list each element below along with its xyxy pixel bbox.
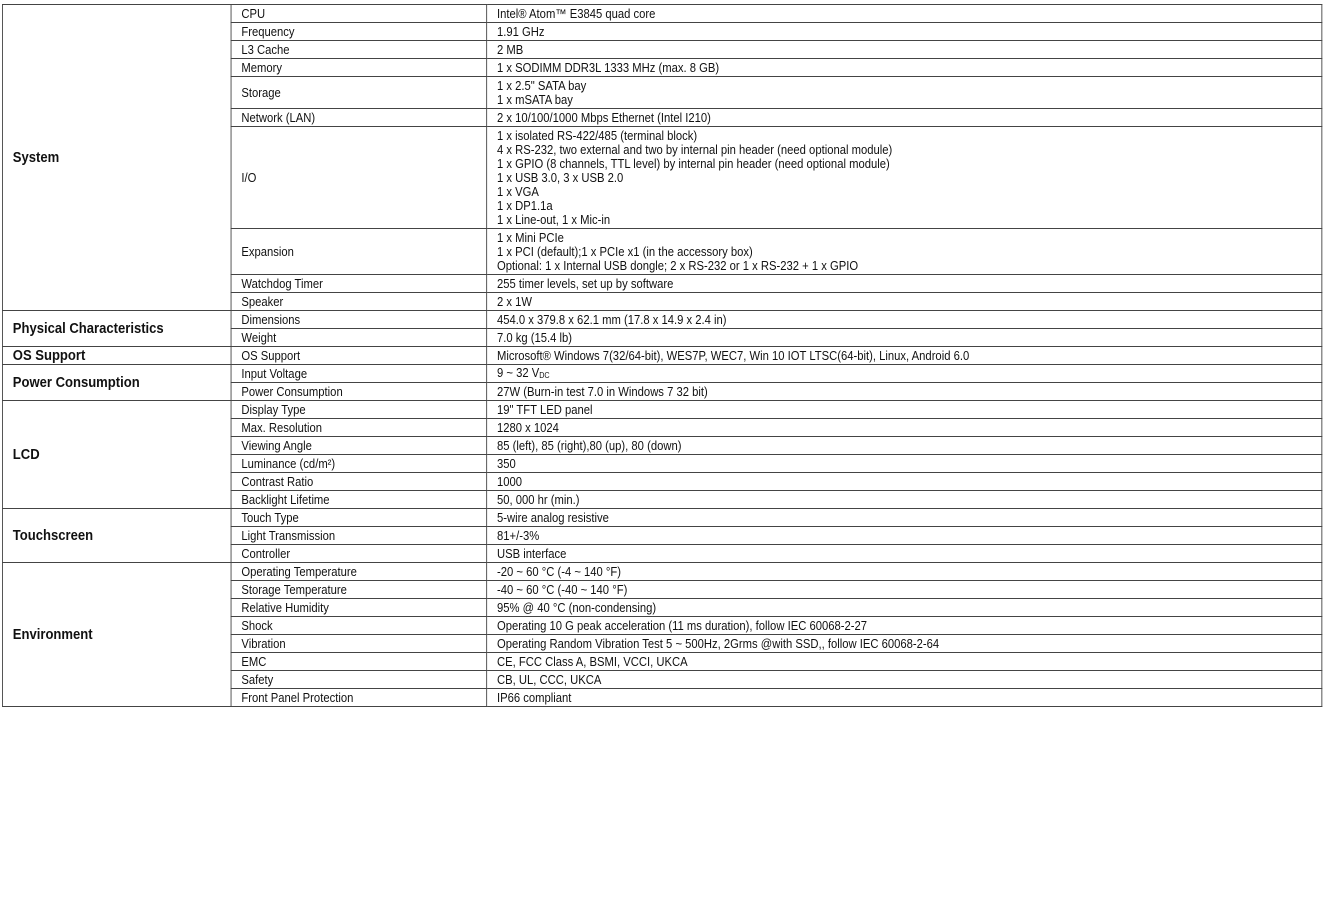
spec-value-line bbox=[497, 349, 1321, 363]
spec-value-line bbox=[497, 493, 1321, 507]
spec-value-text: 95% @ 40 °C (non-condensing) bbox=[497, 600, 657, 615]
spec-value-cell bbox=[487, 127, 1322, 229]
category-cell: Touchscreen bbox=[2, 509, 231, 563]
spec-value-cell bbox=[487, 509, 1322, 527]
category-cell: LCD bbox=[2, 401, 231, 509]
spec-name-cell: Dimensions bbox=[231, 311, 487, 329]
spec-value-text: 1 x VGA bbox=[497, 184, 539, 199]
spec-value-line bbox=[497, 79, 1321, 93]
spec-value-line bbox=[497, 511, 1321, 525]
spec-name-cell: Watchdog Timer bbox=[231, 275, 487, 293]
spec-value-cell bbox=[487, 59, 1322, 77]
category-cell: Environment bbox=[2, 563, 231, 707]
spec-value-line bbox=[497, 171, 1321, 185]
spec-value-text: 27W (Burn-in test 7.0 in Windows 7 32 bit) bbox=[497, 384, 708, 399]
spec-value-cell bbox=[487, 671, 1322, 689]
spec-value-cell bbox=[487, 109, 1322, 127]
spec-value-text: 1280 x 1024 bbox=[497, 420, 559, 435]
spec-value-line bbox=[497, 7, 1321, 21]
spec-value-cell bbox=[487, 347, 1322, 365]
spec-value-line bbox=[497, 366, 1321, 382]
spec-value-line bbox=[497, 259, 1321, 273]
spec-value-cell bbox=[487, 23, 1322, 41]
spec-table bbox=[2, 4, 1322, 707]
spec-value-text: 50, 000 hr (min.) bbox=[497, 492, 580, 507]
spec-value-cell bbox=[487, 581, 1322, 599]
spec-name-cell: Shock bbox=[231, 617, 487, 635]
spec-value-line bbox=[497, 231, 1321, 245]
table-row bbox=[2, 509, 1321, 527]
spec-name-cell: Network (LAN) bbox=[231, 109, 487, 127]
spec-value-cell bbox=[487, 563, 1322, 581]
spec-value-cell bbox=[487, 275, 1322, 293]
spec-name-cell: Display Type bbox=[231, 401, 487, 419]
spec-value-line bbox=[497, 157, 1321, 171]
spec-name-cell: Luminance (cd/m²) bbox=[231, 455, 487, 473]
spec-value-text: 1.91 GHz bbox=[497, 24, 545, 39]
table-row bbox=[2, 401, 1321, 419]
spec-value-line bbox=[497, 199, 1321, 213]
spec-name-cell: OS Support bbox=[231, 347, 487, 365]
spec-value-text: 1 x 2.5" SATA bay bbox=[497, 78, 587, 93]
spec-value-line bbox=[497, 331, 1321, 345]
spec-value-line bbox=[497, 245, 1321, 259]
spec-value-line bbox=[497, 93, 1321, 107]
spec-value-text: 1 x Mini PCIe bbox=[497, 230, 564, 245]
spec-value-line bbox=[497, 619, 1321, 633]
spec-value-text: USB interface bbox=[497, 546, 567, 561]
spec-value-line bbox=[497, 277, 1321, 291]
category-cell: OS Support bbox=[2, 347, 231, 365]
spec-value-line bbox=[497, 475, 1321, 489]
spec-name-cell: Contrast Ratio bbox=[231, 473, 487, 491]
spec-value-cell bbox=[487, 229, 1322, 275]
category-cell: Physical Characteristics bbox=[2, 311, 231, 347]
spec-value-line bbox=[497, 691, 1321, 705]
spec-value-cell bbox=[487, 635, 1322, 653]
spec-value-cell bbox=[487, 419, 1322, 437]
spec-value-text: -20 ~ 60 °C (-4 ~ 140 °F) bbox=[497, 564, 622, 579]
spec-value-line bbox=[497, 111, 1321, 125]
spec-value-text: 2 MB bbox=[497, 42, 524, 57]
spec-value-text: 1 x PCI (default);1 x PCIe x1 (in the accessory box) bbox=[497, 244, 753, 259]
spec-value-line bbox=[497, 143, 1321, 157]
spec-name-cell: Light Transmission bbox=[231, 527, 487, 545]
table-row bbox=[2, 563, 1321, 581]
spec-value-text: 350 bbox=[497, 456, 516, 471]
spec-value-line bbox=[497, 673, 1321, 687]
spec-name-cell: I/O bbox=[231, 127, 487, 229]
spec-value-line bbox=[497, 185, 1321, 199]
spec-value-cell bbox=[487, 491, 1322, 509]
spec-name-cell: Viewing Angle bbox=[231, 437, 487, 455]
spec-name-cell: Speaker bbox=[231, 293, 487, 311]
spec-name-cell: Memory bbox=[231, 59, 487, 77]
spec-name-cell: Safety bbox=[231, 671, 487, 689]
spec-value-cell bbox=[487, 77, 1322, 109]
spec-value-text: 85 (left), 85 (right),80 (up), 80 (down) bbox=[497, 438, 682, 453]
spec-value-line bbox=[497, 457, 1321, 471]
spec-value-text: 1 x mSATA bay bbox=[497, 92, 573, 107]
spec-value-text: -40 ~ 60 °C (-40 ~ 140 °F) bbox=[497, 582, 628, 597]
spec-value-cell bbox=[487, 653, 1322, 671]
spec-value-text: 1 x GPIO (8 channels, TTL level) by internal pin header (need optional module) bbox=[497, 156, 890, 171]
category-cell: System bbox=[2, 5, 231, 311]
spec-value-line bbox=[497, 565, 1321, 579]
spec-value-text: 2 x 1W bbox=[497, 294, 533, 309]
spec-value-text: CB, UL, CCC, UKCA bbox=[497, 672, 602, 687]
spec-value-text: 7.0 kg (15.4 lb) bbox=[497, 330, 573, 345]
spec-value-text: 1 x USB 3.0, 3 x USB 2.0 bbox=[497, 170, 624, 185]
spec-value-cell bbox=[487, 599, 1322, 617]
spec-value-line bbox=[497, 601, 1321, 615]
spec-name-cell: Max. Resolution bbox=[231, 419, 487, 437]
spec-value-line bbox=[497, 43, 1321, 57]
spec-value-text: 2 x 10/100/1000 Mbps Ethernet (Intel I210) bbox=[497, 110, 711, 125]
spec-value-line bbox=[497, 61, 1321, 75]
category-cell: Power Consumption bbox=[2, 365, 231, 401]
table-row bbox=[2, 365, 1321, 383]
spec-value-text: 454.0 x 379.8 x 62.1 mm (17.8 x 14.9 x 2.4 in) bbox=[497, 312, 727, 327]
spec-value-cell bbox=[487, 455, 1322, 473]
spec-value-cell bbox=[487, 383, 1322, 401]
spec-value-line bbox=[497, 655, 1321, 669]
spec-value-text: 5-wire analog resistive bbox=[497, 510, 609, 525]
spec-value-cell bbox=[487, 311, 1322, 329]
spec-name-cell: Touch Type bbox=[231, 509, 487, 527]
spec-name-cell: Operating Temperature bbox=[231, 563, 487, 581]
spec-name-cell: Storage bbox=[231, 77, 487, 109]
spec-value-line bbox=[497, 583, 1321, 597]
spec-value-cell bbox=[487, 293, 1322, 311]
spec-name-cell: Front Panel Protection bbox=[231, 689, 487, 707]
spec-name-cell: Frequency bbox=[231, 23, 487, 41]
spec-name-cell: Input Voltage bbox=[231, 365, 487, 383]
spec-name-cell: Vibration bbox=[231, 635, 487, 653]
voltage-subscript: DC bbox=[539, 370, 550, 380]
spec-value-cell bbox=[487, 365, 1322, 383]
spec-value-text: Operating 10 G peak acceleration (11 ms duration), follow IEC 60068-2-27 bbox=[497, 618, 867, 633]
spec-value-line bbox=[497, 439, 1321, 453]
spec-value-cell bbox=[487, 5, 1322, 23]
spec-value-text: 1000 bbox=[497, 474, 523, 489]
spec-value-line bbox=[497, 213, 1321, 227]
spec-value-line bbox=[497, 547, 1321, 561]
spec-value-text: 255 timer levels, set up by software bbox=[497, 276, 674, 291]
spec-value-cell bbox=[487, 689, 1322, 707]
spec-value-line bbox=[497, 529, 1321, 543]
spec-name-cell: CPU bbox=[231, 5, 487, 23]
spec-name-cell: Backlight Lifetime bbox=[231, 491, 487, 509]
spec-name-cell: Weight bbox=[231, 329, 487, 347]
spec-value-text: 9 ~ 32 V bbox=[497, 365, 540, 380]
table-row bbox=[2, 311, 1321, 329]
spec-name-cell: L3 Cache bbox=[231, 41, 487, 59]
spec-value-cell bbox=[487, 437, 1322, 455]
spec-name-cell: EMC bbox=[231, 653, 487, 671]
spec-value-text: Operating Random Vibration Test 5 ~ 500Hz, 2Grms @with SSD,, follow IEC 60068-2-64 bbox=[497, 636, 940, 651]
spec-value-cell bbox=[487, 41, 1322, 59]
spec-value-line bbox=[497, 25, 1321, 39]
spec-value-line bbox=[497, 385, 1321, 399]
spec-value-text: 81+/-3% bbox=[497, 528, 540, 543]
spec-value-text: 1 x SODIMM DDR3L 1333 MHz (max. 8 GB) bbox=[497, 60, 720, 75]
spec-value-cell bbox=[487, 545, 1322, 563]
spec-value-text: Microsoft® Windows 7(32/64-bit), WES7P, WEC7, Win 10 IOT LTSC(64-bit), Linux, Android 6.0 bbox=[497, 348, 970, 363]
spec-value-text: CE, FCC Class A, BSMI, VCCI, UKCA bbox=[497, 654, 688, 669]
spec-name-cell: Relative Humidity bbox=[231, 599, 487, 617]
spec-value-text: 1 x Line-out, 1 x Mic-in bbox=[497, 212, 611, 227]
table-row bbox=[2, 347, 1321, 365]
spec-value-cell bbox=[487, 527, 1322, 545]
spec-name-cell: Storage Temperature bbox=[231, 581, 487, 599]
spec-value-cell bbox=[487, 329, 1322, 347]
spec-value-cell bbox=[487, 473, 1322, 491]
spec-value-line bbox=[497, 403, 1321, 417]
spec-value-line bbox=[497, 313, 1321, 327]
spec-value-line bbox=[497, 421, 1321, 435]
table-row bbox=[2, 5, 1321, 23]
spec-value-text: Optional: 1 x Internal USB dongle; 2 x RS-232 or 1 x RS-232 + 1 x GPIO bbox=[497, 258, 859, 273]
spec-value-cell bbox=[487, 401, 1322, 419]
spec-value-text: 19" TFT LED panel bbox=[497, 402, 593, 417]
spec-value-line bbox=[497, 637, 1321, 651]
spec-value-line bbox=[497, 129, 1321, 143]
spec-value-text: 4 x RS-232, two external and two by internal pin header (need optional module) bbox=[497, 142, 893, 157]
spec-name-cell: Power Consumption bbox=[231, 383, 487, 401]
spec-value-line bbox=[497, 295, 1321, 309]
spec-value-text: 1 x isolated RS-422/485 (terminal block) bbox=[497, 128, 698, 143]
spec-value-text: IP66 compliant bbox=[497, 690, 572, 705]
spec-table-body bbox=[2, 5, 1321, 707]
spec-value-text: 1 x DP1.1a bbox=[497, 198, 553, 213]
spec-value-cell bbox=[487, 617, 1322, 635]
spec-value-text: Intel® Atom™ E3845 quad core bbox=[497, 6, 656, 21]
spec-name-cell: Expansion bbox=[231, 229, 487, 275]
spec-name-cell: Controller bbox=[231, 545, 487, 563]
